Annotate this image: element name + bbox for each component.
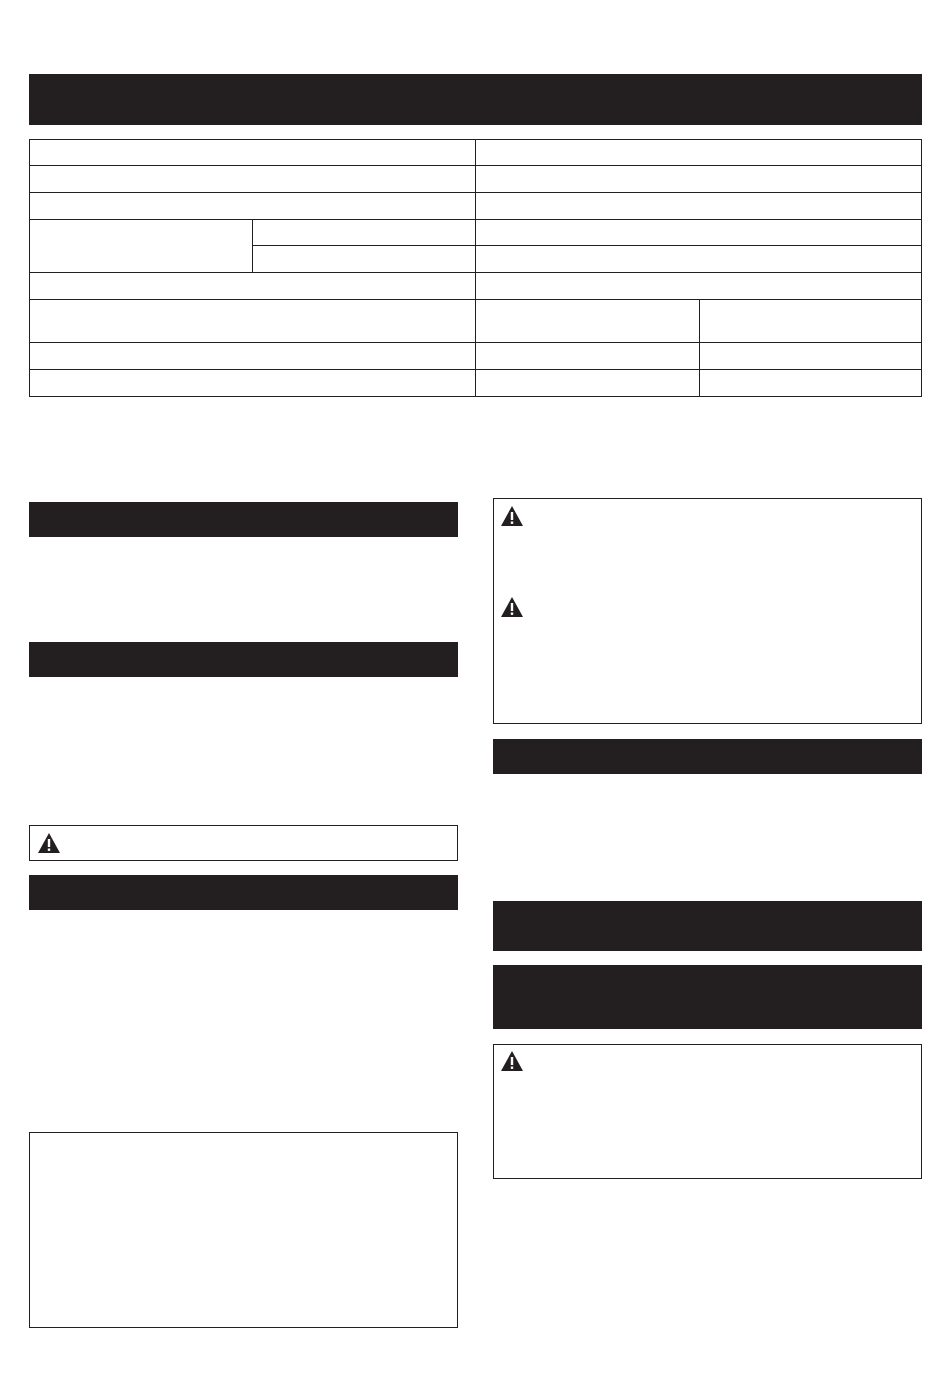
section-heading bbox=[493, 974, 513, 990]
section-heading bbox=[493, 748, 513, 764]
warning-box bbox=[493, 1044, 922, 1179]
section-heading bbox=[29, 651, 49, 667]
section-heading-bar bbox=[493, 901, 922, 951]
spec-table-col-line bbox=[252, 219, 253, 272]
section-heading bbox=[29, 884, 49, 900]
section-heading-bar bbox=[493, 739, 922, 774]
warning-callout bbox=[29, 825, 458, 861]
section-heading-bar bbox=[493, 965, 922, 1029]
page-title-bar bbox=[29, 74, 922, 125]
page-title bbox=[29, 83, 49, 99]
warning-triangle-icon bbox=[500, 596, 524, 618]
section-heading-bar bbox=[29, 875, 458, 910]
warning-box bbox=[493, 498, 922, 724]
spec-table-col-line bbox=[475, 139, 476, 397]
warning-triangle-icon bbox=[37, 832, 61, 854]
section-heading bbox=[493, 910, 513, 926]
note-box bbox=[29, 1132, 458, 1328]
section-heading bbox=[29, 511, 49, 527]
spec-table-col-line bbox=[699, 299, 700, 397]
warning-triangle-icon bbox=[500, 505, 524, 527]
section-heading-bar bbox=[29, 502, 458, 537]
spec-table-row-line bbox=[252, 245, 922, 246]
section-heading-bar bbox=[29, 642, 458, 677]
warning-triangle-icon bbox=[500, 1050, 524, 1072]
